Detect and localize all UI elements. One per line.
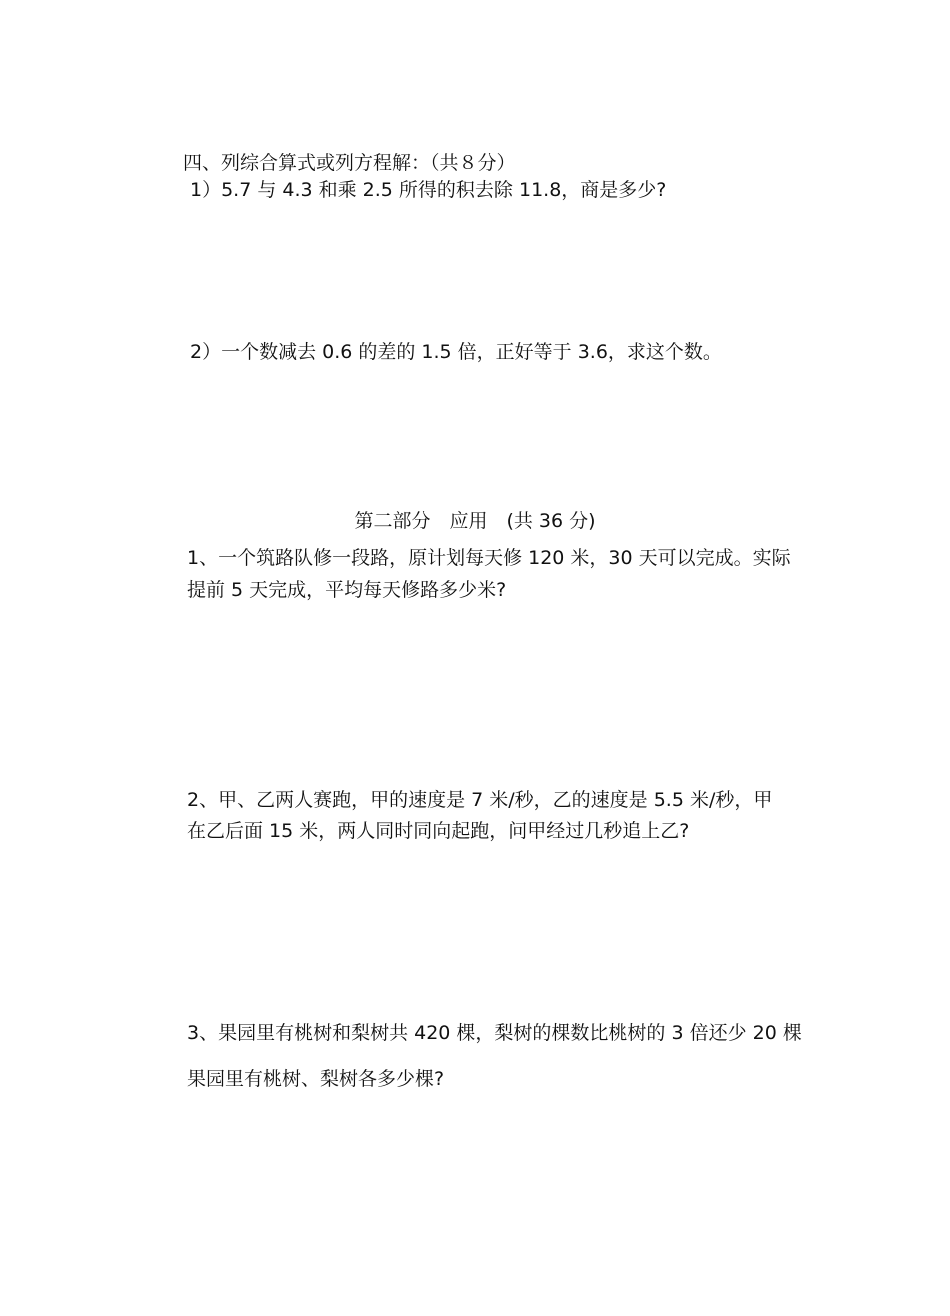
question-4-2: 2）一个数减去 0.6 的差的 1.5 倍，正好等于 3.6，求这个数。 bbox=[190, 341, 722, 363]
application-question-3-line-1: 3、果园里有桃树和梨树共 420 棵，梨树的棵数比桃树的 3 倍还少 20 棵 bbox=[187, 1022, 802, 1044]
part-two-title: 第二部分 应用 (共 36 分) bbox=[354, 510, 596, 532]
application-question-2-line-2: 在乙后面 15 米，两人同时同向起跑，问甲经过几秒追上乙? bbox=[187, 820, 690, 842]
application-question-1-line-1: 1、一个筑路队修一段路，原计划每天修 120 米，30 天可以完成。实际 bbox=[187, 547, 791, 569]
question-4-1: 1）5.7 与 4.3 和乘 2.5 所得的积去除 11.8，商是多少? bbox=[190, 179, 667, 201]
section-four-title: 四、列综合算式或列方程解：（共８分） bbox=[183, 152, 516, 174]
application-question-2-line-1: 2、甲、乙两人赛跑，甲的速度是 7 米/秒，乙的速度是 5.5 米/秒，甲 bbox=[187, 789, 773, 811]
application-question-3-line-2: 果园里有桃树、梨树各多少棵? bbox=[187, 1068, 445, 1090]
application-question-1-line-2: 提前 5 天完成，平均每天修路多少米? bbox=[187, 579, 507, 601]
